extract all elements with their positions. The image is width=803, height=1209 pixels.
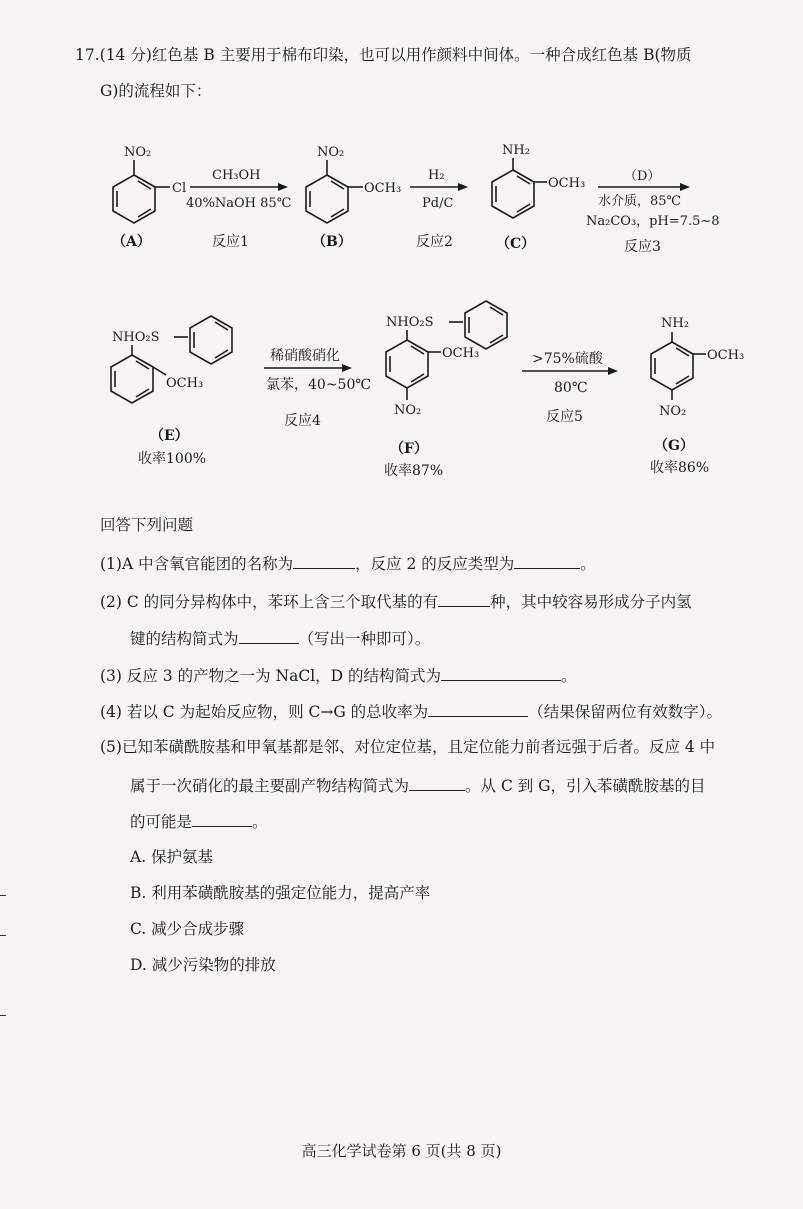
sub-question-1: (1)A 中含氧官能团的名称为 ，反应 2 的反应类型为 。: [100, 552, 596, 575]
compound-a: [112, 145, 186, 250]
reaction-3-below-1: 水介质，85℃: [598, 194, 682, 209]
reaction-3: [586, 169, 720, 255]
reaction-3-name: 反应3: [624, 239, 661, 255]
sub-question-5-cont: 属于一次硝化的最主要副产物结构简式为 。从 C 到 G，引入苯磺酰胺基的目: [130, 774, 706, 797]
compound-a-group-1: NO₂: [124, 145, 152, 160]
compound-c: [492, 143, 585, 252]
page-footer: 高三化学试卷第 6 页(共 8 页): [301, 1142, 502, 1160]
reaction-4-below: 氯苯，40~50℃: [266, 377, 372, 393]
compound-b: [306, 145, 401, 250]
reaction-1-name: 反应1: [212, 234, 249, 250]
compound-a-group-2: Cl: [172, 181, 187, 196]
sub-question-2-cont: 键的结构简式为 （写出一种即可）。: [130, 627, 430, 650]
sub-question-5-cont2: 的可能是 。: [130, 810, 268, 833]
compound-a-label: （A）: [112, 234, 151, 250]
reaction-2: [410, 168, 468, 250]
compound-e-group-1: NHO₂S: [112, 330, 160, 345]
compound-g-yield: 收率86%: [650, 460, 710, 476]
compound-e-group-2: OCH₃: [166, 376, 204, 391]
compound-g-label: （G）: [654, 438, 694, 454]
option-d[interactable]: D. 减少污染物的排放: [130, 956, 276, 974]
compound-f-yield: 收率87%: [384, 463, 444, 479]
option-a[interactable]: A. 保护氨基: [130, 848, 214, 866]
synthesis-scheme: [0, 0, 803, 500]
compound-g-group-1: NH₂: [661, 316, 689, 331]
reaction-2-above: H₂: [428, 168, 445, 183]
reaction-1-below: 40%NaOH 85℃: [186, 196, 292, 211]
compound-c-group-2: OCH₃: [548, 176, 586, 191]
reaction-5-name: 反应5: [546, 409, 583, 425]
answer-blank-5b[interactable]: [192, 810, 252, 827]
reaction-4-above: 稀硝酸硝化: [270, 348, 340, 364]
reaction-1: [186, 168, 291, 250]
compound-c-label: （C）: [496, 236, 536, 252]
reaction-3-below-2: Na₂CO₃，pH=7.5~8: [586, 214, 720, 229]
compound-f: [384, 301, 507, 479]
sub-question-3: (3) 反应 3 的产物之一为 NaCl，D 的结构简式为 。: [100, 664, 577, 687]
compound-b-label: （B）: [312, 234, 352, 250]
compound-e-label: （E）: [150, 428, 189, 444]
reaction-2-below: Pd/C: [422, 196, 454, 211]
compound-f-group-3: NO₂: [394, 403, 422, 418]
question-intro-line2: G)的流程如下：: [100, 82, 212, 100]
sub-question-5: (5)已知苯磺酰胺基和甲氧基都是邻、对位定位基，且定位能力前者远强于后者。反应 4 中: [100, 738, 716, 756]
reaction-5: [522, 351, 618, 425]
answer-prompt: 回答下列问题: [100, 516, 194, 534]
reaction-1-above: CH₃OH: [212, 168, 261, 183]
compound-b-group-1: NO₂: [317, 145, 345, 160]
compound-e: [111, 316, 232, 467]
reaction-3-above: （D）: [624, 169, 661, 184]
answer-blank-5a[interactable]: [409, 774, 465, 791]
compound-f-group-1: NHO₂S: [386, 315, 434, 330]
answer-blank-3[interactable]: [441, 664, 561, 681]
compound-f-label: （F）: [390, 441, 428, 457]
answer-blank-2b[interactable]: [239, 627, 299, 644]
answer-blank-4[interactable]: [428, 700, 528, 717]
compound-c-group-1: NH₂: [502, 143, 530, 158]
answer-blank-1b[interactable]: [514, 552, 580, 569]
compound-b-group-2: OCH₃: [364, 181, 402, 196]
answer-blank-1a[interactable]: [293, 552, 355, 569]
sub-question-4: (4) 若以 C 为起始反应物，则 C→G 的总收率为 （结果保留两位有效数字）。: [100, 700, 722, 723]
compound-g-group-3: NO₂: [659, 404, 687, 419]
option-b[interactable]: B. 利用苯磺酰胺基的强定位能力，提高产率: [130, 884, 431, 902]
compound-e-yield: 收率100%: [138, 451, 207, 467]
reaction-5-below: 80℃: [554, 380, 588, 396]
option-c[interactable]: C. 减少合成步骤: [130, 920, 245, 938]
compound-f-group-2: OCH₃: [442, 346, 480, 361]
sub-question-2: (2) C 的同分异构体中，苯环上含三个取代基的有 种，其中较容易形成分子内氢: [100, 590, 692, 613]
binding-mark: [0, 935, 6, 936]
reaction-4: [264, 347, 371, 429]
compound-g: [650, 316, 744, 476]
binding-mark: [0, 895, 6, 896]
compound-g-group-2: OCH₃: [707, 348, 745, 363]
reaction-2-name: 反应2: [416, 234, 453, 250]
answer-blank-2a[interactable]: [438, 590, 490, 607]
question-intro-line1: 17.(14 分)红色基 B 主要用于棉布印染，也可以用作颜料中间体。一种合成红色基 B(物质: [75, 46, 692, 64]
binding-mark: [0, 1015, 6, 1016]
reaction-5-above: >75%硫酸: [532, 351, 603, 367]
reaction-4-name: 反应4: [284, 413, 321, 429]
